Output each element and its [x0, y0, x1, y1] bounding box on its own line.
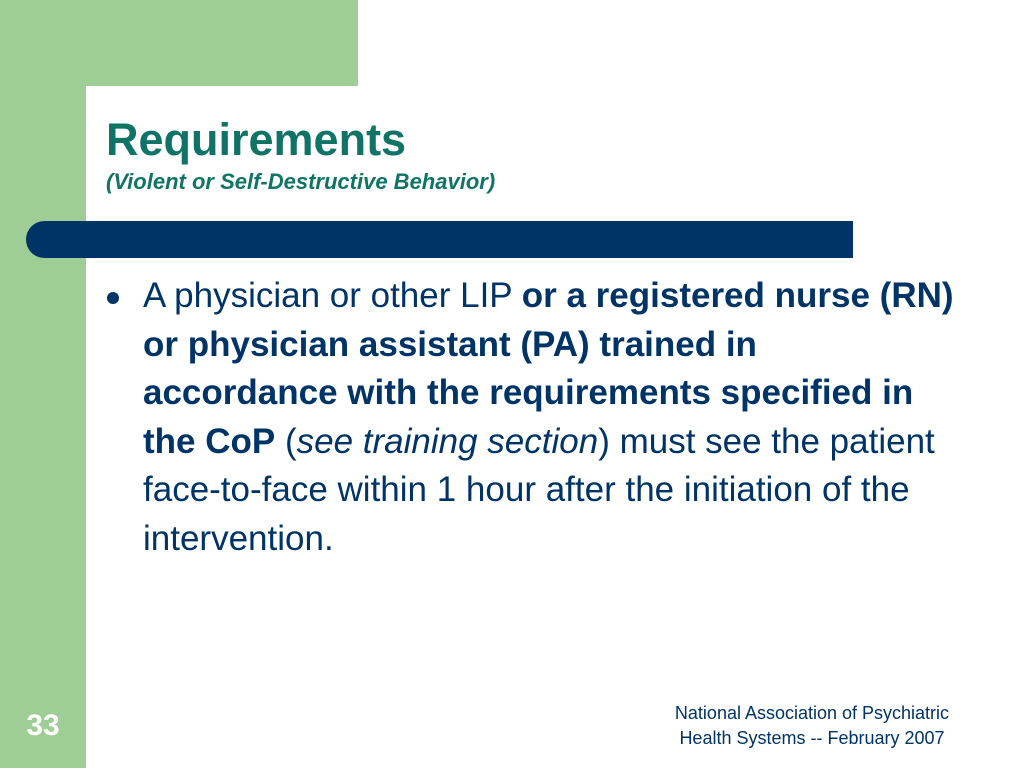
bullet-text-part1: A physician or other LIP — [143, 276, 522, 315]
bullet-text-part3: ( — [275, 421, 297, 461]
bullet-text-italic: see training section — [296, 421, 599, 461]
title-divider-bar — [26, 221, 853, 258]
slide-title: Requirements — [106, 114, 407, 165]
bullet-icon — [107, 292, 119, 304]
slide-subtitle: (Violent or Self-Destructive Behavior) — [106, 169, 496, 194]
green-band-left — [0, 0, 86, 768]
footer-line-1: National Association of Psychiatric — [674, 703, 950, 723]
bullet-text — [143, 272, 958, 563]
green-band-top — [0, 0, 358, 86]
bullet-text-bold: or a registered nurse (RN) or physician assistant (PA) trained in accordance with the requirements specified in the CoP — [143, 276, 954, 461]
slide-number: 33 — [26, 709, 60, 742]
footer — [620, 701, 1004, 751]
footer-line-2: Health Systems -- February 2007 — [679, 728, 945, 748]
bullet-text-part5: ) must see the patient face-to-face within 1 hour after the initiation of the intervention. — [143, 421, 935, 558]
